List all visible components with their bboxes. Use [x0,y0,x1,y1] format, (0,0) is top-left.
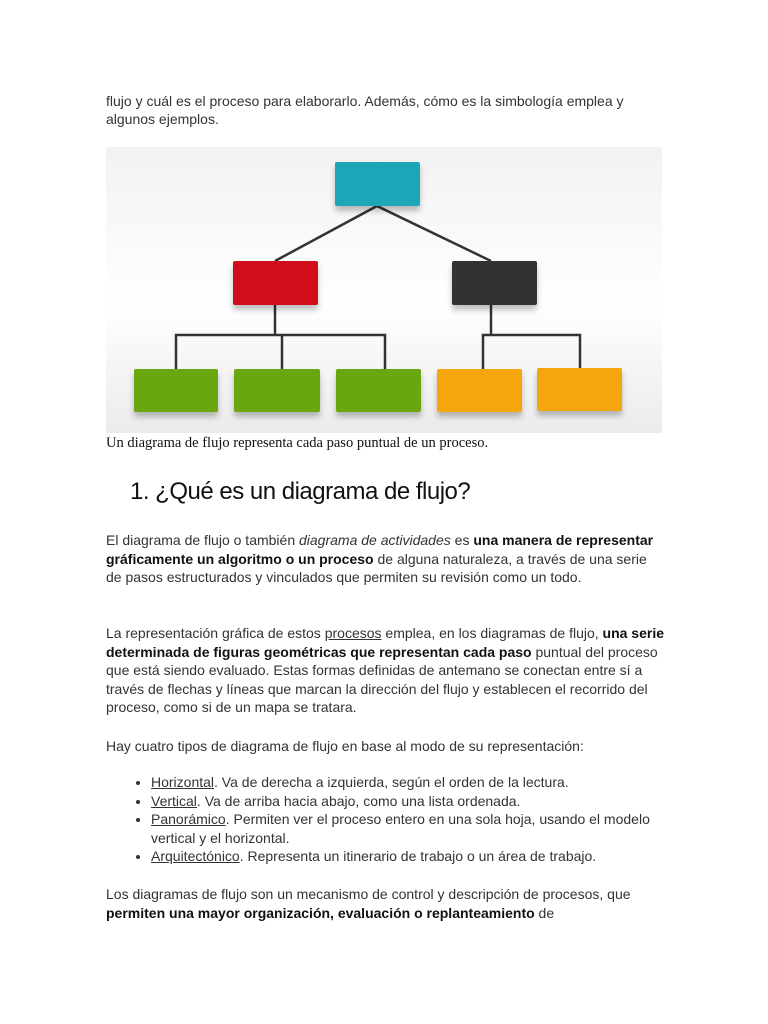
paragraph-types-intro: Hay cuatro tipos de diagrama de flujo en base al modo de su representación: [106,738,584,754]
connector-root-left [275,206,377,261]
left-branch-node [233,261,318,305]
connector-root-right [377,206,491,261]
procesos-link[interactable]: procesos [324,625,382,641]
list-item: • Arquitectónico. Representa un itinerario de trabajo o un área de trabajo. [151,847,691,866]
section-heading: 1. ¿Qué es un diagrama de flujo? [130,478,471,505]
root-node [335,162,420,206]
org-chart-diagram [106,147,662,433]
type-link-arquitectonico[interactable]: Arquitectónico [151,848,240,864]
green-leaf-node [234,369,320,412]
orange-leaf-node [437,369,522,412]
types-list [106,773,691,866]
bold-phrase: una manera de representar gráficamente un algoritmo o un proceso [106,532,654,567]
right-branch-node [452,261,537,305]
figure-caption: Un diagrama de flujo representa cada paso puntual de un proceso. [106,435,489,451]
flowchart-figure [106,147,662,433]
type-link-vertical[interactable]: Vertical [151,792,197,809]
intro-text [106,92,666,128]
intro-line-1: flujo y cuál es el proceso para elaborarlo. Además, cómo es la simbología emplea y [106,93,624,109]
orange-leaf-node [537,368,622,411]
list-item: • Panorámico. Permiten ver el proceso entero en una sola hoja, usando el modelo vertical y el horizontal. [151,810,691,847]
italic-term: diagrama de actividades [299,532,451,548]
intro-line-2: algunos ejemplos. [106,111,219,127]
list-item: • Horizontal. Va de derecha a izquierda, según el orden de la lectura. [151,773,691,792]
bold-phrase: una serie determinada de figuras geométricas que representan cada paso [106,625,665,660]
type-link-horizontal[interactable]: Horizontal [151,774,215,790]
list-item: • Vertical. Va de arriba hacia abajo, como una lista ordenada. [151,792,691,811]
green-leaf-node [336,369,421,412]
connector-left-bus [176,335,385,369]
green-leaf-node [134,369,218,412]
type-link-panoramico[interactable]: Panorámico [151,811,226,827]
chart-nodes [134,162,622,412]
connector-right-bus [483,335,580,369]
paragraph-control: Los diagramas de flujo son un mecanismo de control y descripción de procesos, que permiten una mayor organización, evaluación o replanteamiento de [106,886,631,921]
bold-phrase: permiten una mayor organización, evaluación o replanteamiento [106,904,535,921]
paragraph-definition: El diagrama de flujo o también diagrama de actividades es una manera de representar gráficamente un algoritmo o un proceso de alguna naturaleza, a través de una serie de pasos estructurados y vinculados que permiten su revisión como un todo. [106,532,654,585]
paragraph-representation: La representación gráfica de estos procesos emplea, en los diagramas de flujo, una serie determinada de figuras geométricas que representan cada paso puntual del proceso que está siendo evaluado. Estas formas definidas de antemano se conectan entre sí a través de flechas y líneas que marcan la dirección del flujo y establecen el recorrido del proceso, como si de un mapa se tratara. [106,625,665,715]
